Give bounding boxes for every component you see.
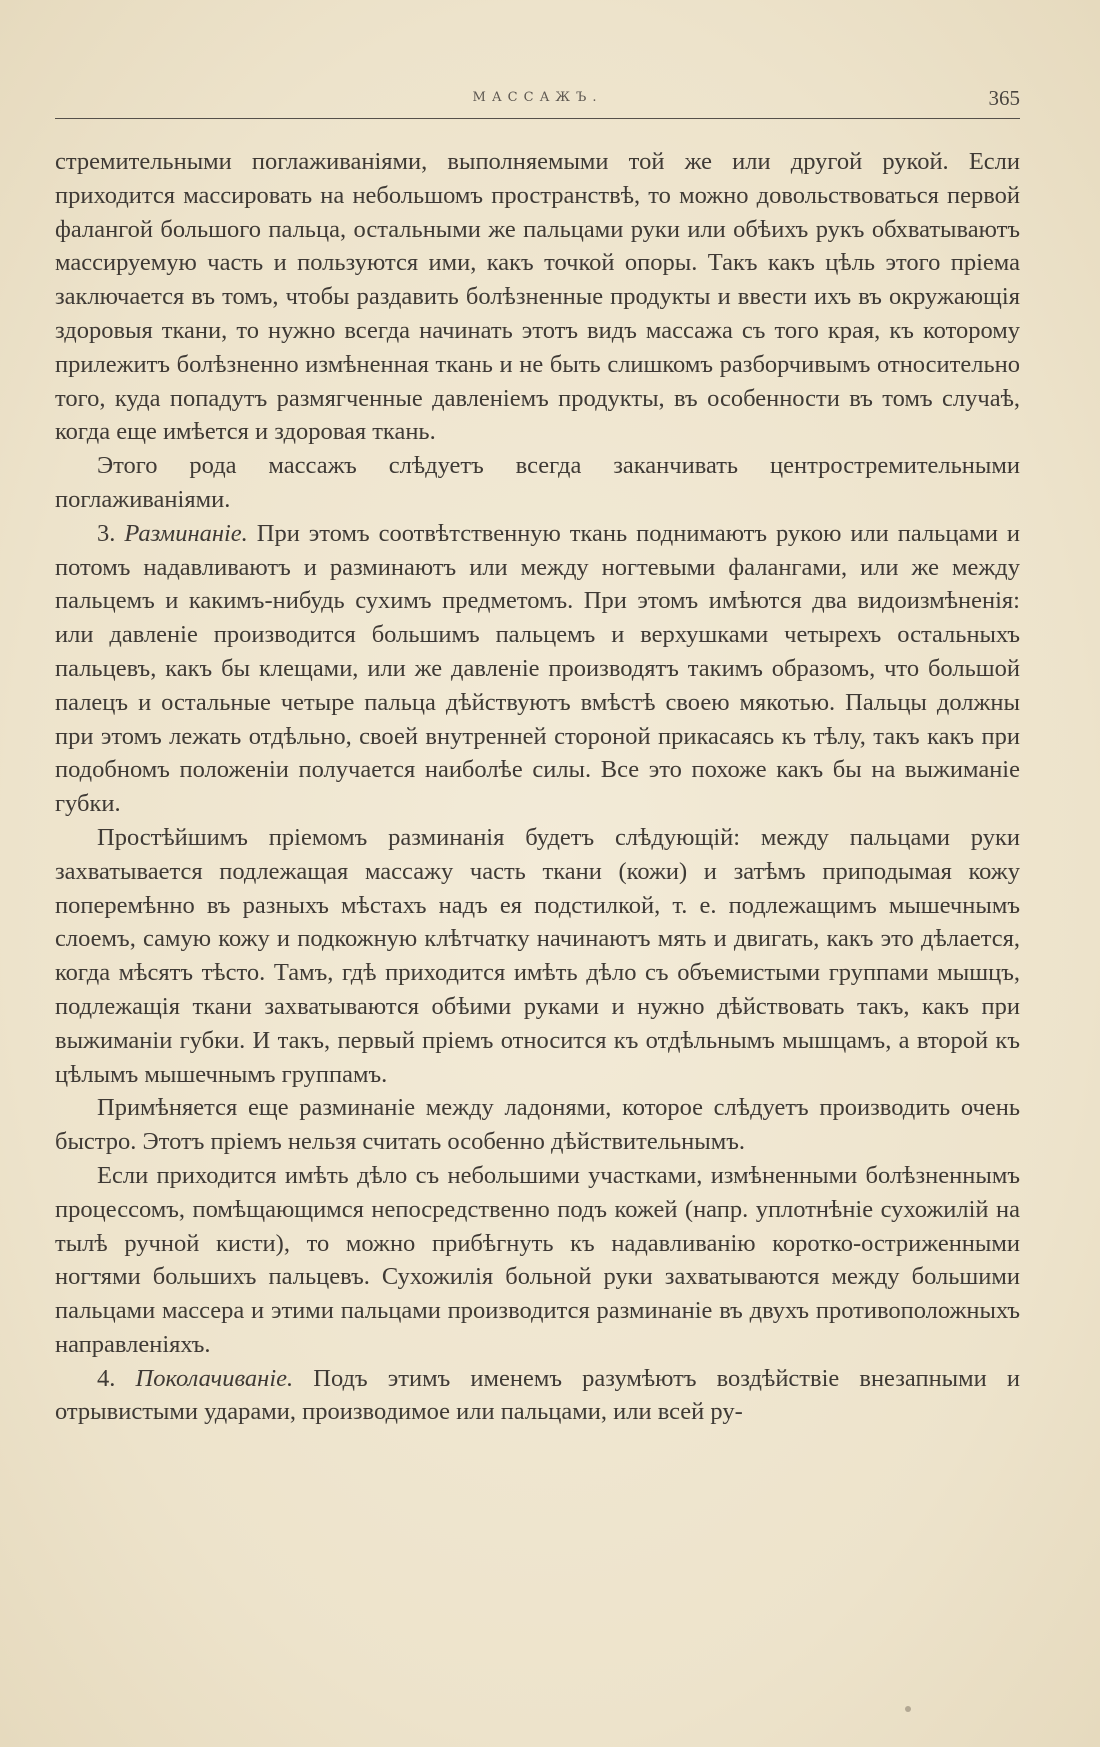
paragraph: Простѣйшимъ пріемомъ разминанія будетъ слѣдующій: между пальцами руки захватывается подлежащая массажу часть ткани (кожи) и затѣмъ приподымая кожу поперемѣнно въ разныхъ мѣстахъ надъ ея подстилкой, т. е. подлежащимъ мышечнымъ слоемъ, самую кожу и подкожную клѣтчатку начинаютъ мять и двигать, какъ это дѣлается, когда мѣсятъ тѣсто. Тамъ, гдѣ приходится имѣть дѣло съ объемистыми группами мышцъ, подлежащія ткани захватываются обѣими руками и нужно дѣйствовать такъ, какъ при выжиманіи губки. И такъ, первый пріемъ относится къ отдѣльнымъ мышцамъ, а второй къ цѣлымъ мышечнымъ группамъ. bbox=[55, 823, 1020, 1088]
body-text bbox=[55, 145, 1020, 1429]
section-number: 3. bbox=[97, 519, 116, 547]
section-term: Разминаніе. bbox=[124, 519, 248, 547]
section-paragraph-kneading: 3. Разминаніе. При этомъ соотвѣтственную ткань поднимаютъ рукою или пальцами и потомъ надавливаютъ и разминаютъ или между ногтевыми фалангами, или же между пальцемъ и какимъ-нибудь сухимъ предметомъ. При этомъ имѣются два видоизмѣненія: или давленіе производится большимъ пальцемъ и верхушками четырехъ остальныхъ пальцевъ, какъ бы клещами, или же давленіе производятъ такимъ образомъ, что большой палецъ и остальные четыре пальца дѣйствуютъ вмѣстѣ своею мякотью. Пальцы должны при этомъ лежать отдѣльно, своей внутренней стороной прикасаясь къ тѣлу, такъ какъ при подобномъ положеніи получается наиболѣе силы. Все это похоже какъ бы на выжиманіе губки. bbox=[55, 519, 1020, 818]
page-number: 365 bbox=[988, 86, 1020, 110]
paragraph: Этого рода массажъ слѣдуетъ всегда заканчивать центростремительными поглаживаніями. bbox=[55, 452, 1020, 513]
paragraph: Примѣняется еще разминаніе между ладонями, которое слѣдуетъ производить очень быстро. Этотъ пріемъ нельзя считать особенно дѣйствительнымъ. bbox=[55, 1094, 1020, 1156]
section-paragraph-tapping: 4. Поколачиваніе. Подъ этимъ именемъ разумѣютъ воздѣйствіе внезапными и отрывистыми ударами, производимое или пальцами, или всей ру- bbox=[55, 1364, 1020, 1426]
page-header bbox=[55, 84, 1020, 119]
running-head: МАССАЖЪ. bbox=[472, 90, 603, 105]
section-term: Поколачиваніе. bbox=[135, 1364, 294, 1392]
paper-spot bbox=[905, 1706, 911, 1712]
paragraph-continuation: стремительными поглаживаніями, выполняемыми той же или другой рукой. Если приходится массировать на небольшомъ пространствѣ, то можно довольствоваться первой фалангой большого пальца, остальными же пальцами руки или обѣихъ рукъ обхватываютъ массируемую часть и пользуются ими, какъ точкой опоры. Такъ какъ цѣль этого пріема заключается въ томъ, чтобы раздавить болѣзненные продукты и ввести ихъ въ окружающія здоровыя ткани, то нужно всегда начинать этотъ видъ массажа съ того края, къ которому прилежитъ болѣзненно измѣненная ткань и не быть слишкомъ разборчивымъ относительно того, куда попадутъ размягченные давленіемъ продукты, въ особенности въ томъ случаѣ, когда еще имѣется и здоровая ткань. bbox=[55, 148, 1020, 446]
paragraph: Если приходится имѣть дѣло съ небольшими участками, измѣненными болѣзненнымъ процессомъ, помѣщающимся непосредственно подъ кожей (напр. уплотнѣніе сухожилій на тылѣ ручной кисти), то можно прибѣгнуть къ надавливанію коротко-остриженными ногтями большихъ пальцевъ. Сухожилія больной руки захватываются между большими пальцами массера и этими пальцами производится разминаніе въ двухъ противоположныхъ направленіяхъ. bbox=[55, 1161, 1020, 1358]
section-number: 4. bbox=[97, 1364, 116, 1392]
